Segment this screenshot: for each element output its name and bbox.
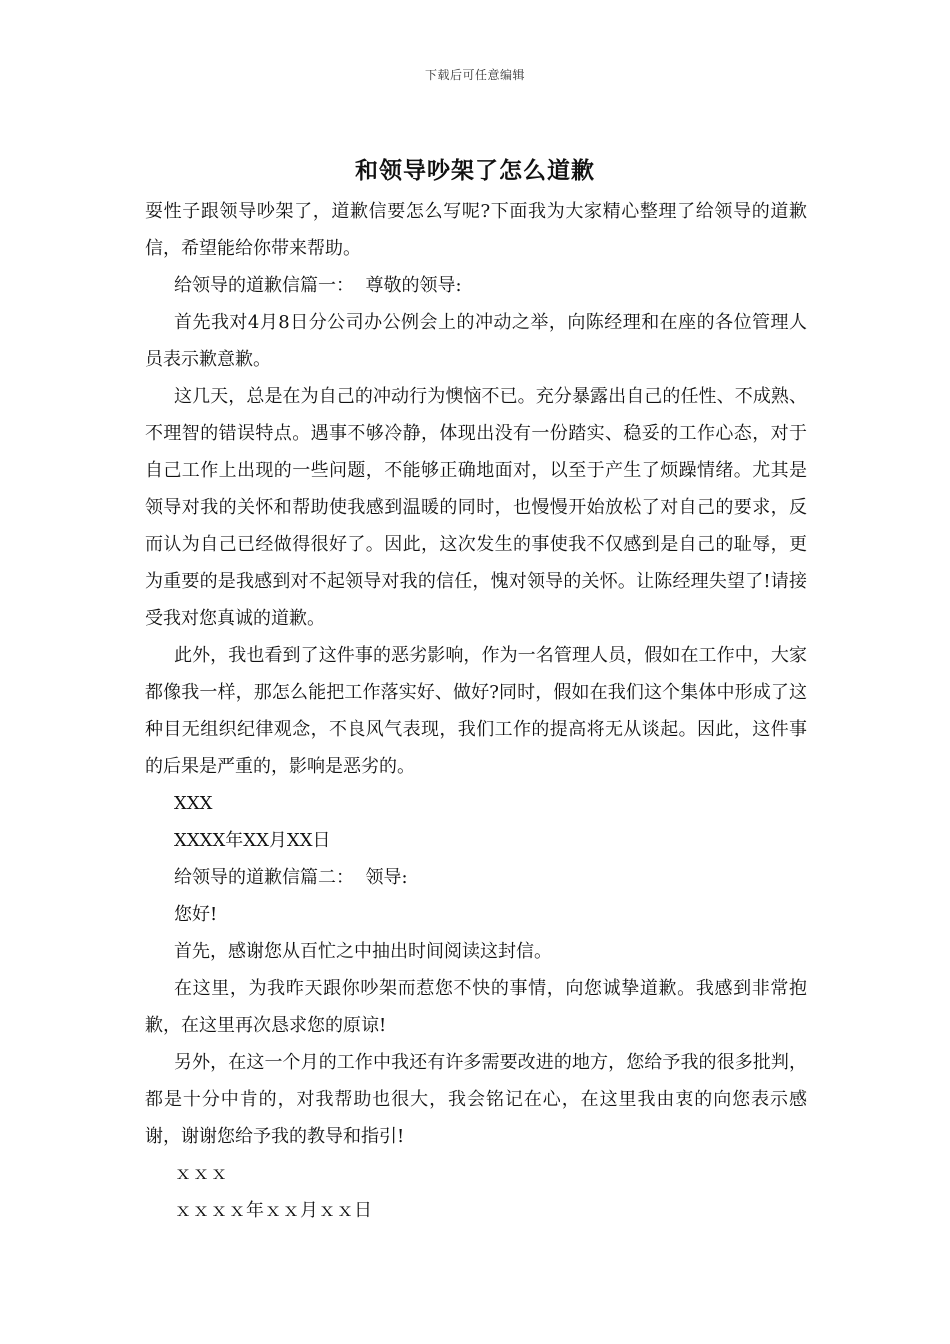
- document-body: [145, 193, 807, 1229]
- letter1-signature: XXX: [174, 793, 213, 814]
- letter2-signature: ｘｘｘ: [174, 1163, 228, 1184]
- letter2-heading: 给领导的道歉信篇二： 领导:: [174, 867, 408, 888]
- document-title: 和领导吵架了怎么道歉: [355, 158, 595, 184]
- header-note: 下载后可任意编辑: [424, 68, 525, 82]
- letter2-paragraph-2: 在这里，为我昨天跟你吵架而惹您不快的事情，向您诚挚道歉。我感到非常抱歉，在这里再次恳求您的原谅!: [145, 978, 807, 1036]
- letter1-paragraph-2: 这几天，总是在为自己的冲动行为懊恼不已。充分暴露出自己的任性、不成熟、不理智的错误特点。遇事不够冷静，体现出没有一份踏实、稳妥的工作心态，对于自己工作上出现的一些问题，不能够正确地面对，以至于产生了烦躁情绪。尤其是领导对我的关怀和帮助使我感到温暖的同时，也慢慢开始放松了对自己的要求，反而认为自己已经做得很好了。因此，这次发生的事使我不仅感到是自己的耻辱，更为重要的是我感到对不起领导对我的信任，愧对领导的关怀。让陈经理失望了!请接受我对您真诚的道歉。: [145, 386, 807, 629]
- letter1-paragraph-3: 此外，我也看到了这件事的恶劣影响，作为一名管理人员，假如在工作中，大家都像我一样，那怎么能把工作落实好、做好?同时，假如在我们这个集体中形成了这种目无组织纪律观念，不良风气表现，我们工作的提高将无从谈起。因此，这件事的后果是严重的，影响是恶劣的。: [145, 645, 807, 777]
- letter1-heading: 给领导的道歉信篇一： 尊敬的领导:: [174, 275, 462, 296]
- letter1-date: XXXX年XX月XX日: [174, 830, 331, 851]
- letter2-date: ｘｘｘｘ年ｘｘ月ｘｘ日: [174, 1200, 372, 1221]
- letter2-paragraph-3: 另外，在这一个月的工作中我还有许多需要改进的地方，您给予我的很多批判，都是十分中肯的，对我帮助也很大，我会铭记在心，在这里我由衷的向您表示感谢，谢谢您给予我的教导和指引!: [145, 1052, 807, 1147]
- letter2-paragraph-1: 首先，感谢您从百忙之中抽出时间阅读这封信。: [174, 941, 552, 962]
- intro-paragraph: 耍性子跟领导吵架了，道歉信要怎么写呢?下面我为大家精心整理了给领导的道歉信，希望能给你带来帮助。: [145, 201, 807, 259]
- letter2-greeting: 您好!: [174, 904, 218, 925]
- letter1-paragraph-1: 首先我对4月8日分公司办公例会上的冲动之举，向陈经理和在座的各位管理人员表示歉意歉。: [145, 312, 807, 370]
